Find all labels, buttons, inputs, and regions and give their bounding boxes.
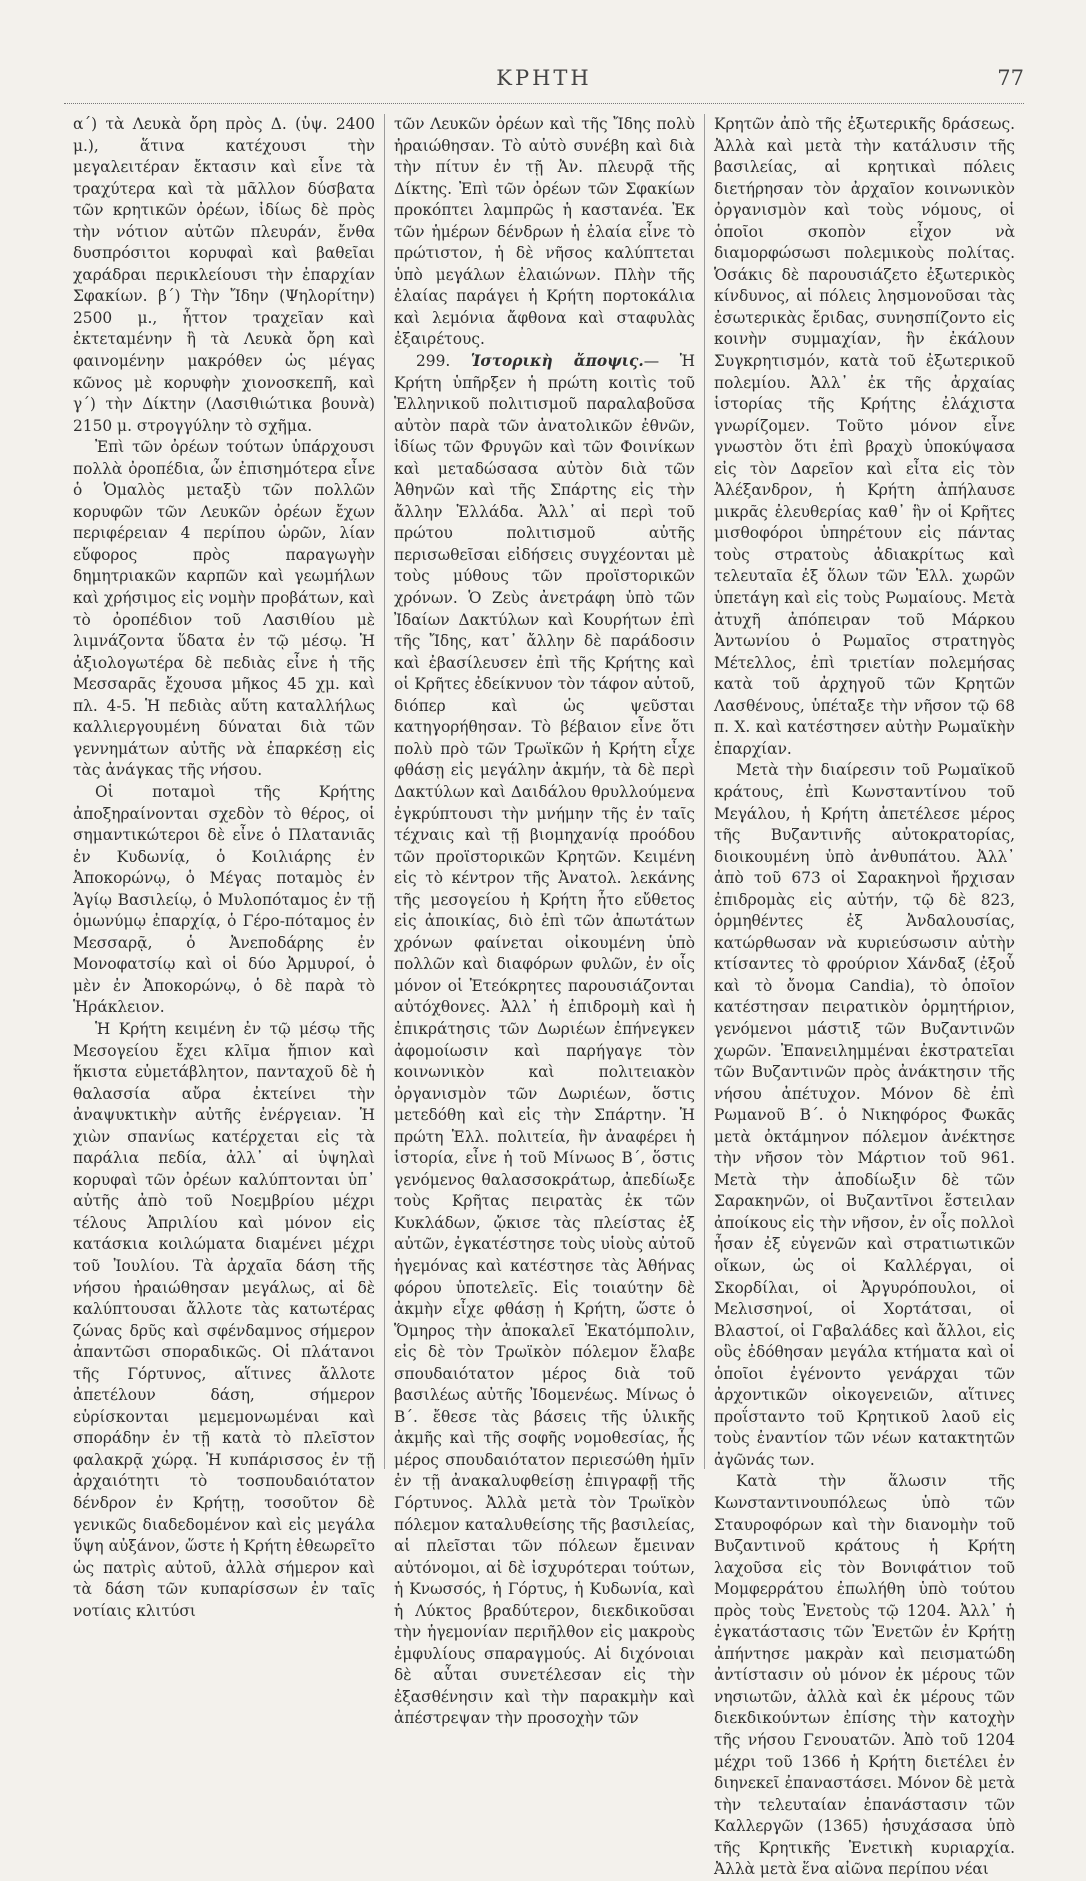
text-columns — [64, 114, 1024, 1879]
paragraph: τῶν Λευκῶν ὀρέων καὶ τῆς Ἴδης πολὺ ἠραιώθησαν. Τὸ αὐτὸ συνέβη καὶ διὰ τὴν πίτυν ἐν τῇ Ἀν. πλευρᾷ τῆς Δίκτης. Ἐπὶ τῶν ὀρέων τῶν Σφακίων προκόπτει λαμπρῶς ἡ καστανέα. Ἐκ τῶν ἡμέρων δένδρων ἡ ἐλαία εἶνε τὸ πρώτιστον, ἡ δὲ νῆσος καλύπτεται ὑπὸ μεγάλων ἐλαιώνων. Πλὴν τῆς ἐλαίας παράγει ἡ Κρήτη πορτοκάλια καὶ λεμόνια ἄφθονα καὶ σταφυλὰς ἐξαιρέτους. — [394, 115, 695, 349]
paragraph: α΄) τὰ Λευκὰ ὄρη πρὸς Δ. (ὑψ. 2400 μ.), ἅτινα κατέχουσι τὴν μεγαλειτέραν ἔκτασιν καὶ εἶνε τὰ τραχύτερα καὶ τὰ μᾶλλον δύσβατα τῶν κρητικῶν ὀρέων, ἰδίως δὲ πρὸς τὴν νότιον αὐτῶν πλευράν, ἔνθα δυσπρόσιτοι κορυφαὶ καὶ βαθεῖαι χαράδραι περικλείουσι τὴν ἐπαρχίαν Σφακίων. β΄) Τὴν Ἴδην (Ψηλορίτην) 2500 μ., ἧττον τραχεῖαν καὶ ἐκτεταμένην ἢ τὰ Λευκὰ ὄρη καὶ φαινομένην μακρόθεν ὡς μέγας κῶνος μὲ κορυφὴν χιονοσκεπῆ, καὶ γ΄) τὴν Δίκτην (Λασιθιώτικα βουνὰ) 2150 μ. στρογγύλην τὸ σχῆμα. — [73, 115, 375, 435]
header-rule — [64, 103, 1024, 104]
paragraph: Κατὰ τὴν ἅλωσιν τῆς Κωνσταντινουπόλεως ὑπὸ τῶν Σταυροφόρων καὶ τὴν διανομὴν τοῦ Βυζαντινοῦ κράτους ἡ Κρήτη λαχοῦσα εἰς τὸν Βονιφάτιον τοῦ Μομφερράτου ἐπωλήθη ὑπὸ τούτου πρὸς τοὺς Ἐνετοὺς τῷ 1204. Ἀλλ᾽ ἡ ἐγκατάστασις τῶν Ἐνετῶν ἐν Κρήτῃ ἀπήντησε μακρὰν καὶ πεισματώδη ἀντίστασιν οὐ μόνον ἐκ μέρους τῶν νησιωτῶν, ἀλλὰ καὶ ἐκ μέρους τῶν διεκδικούντων ἐπίσης τὴν κατοχὴν τῆς νήσου Γενουατῶν. Ἀπὸ τοῦ 1204 μέχρι τοῦ 1366 ἡ Κρήτη διετέλει ἐν διηνεκεῖ ἐπαναστάσει. Μόνον δὲ μετὰ τὴν τελευταίαν ἐπανάστασιν τῶν Καλλεργῶν (1365) ἡσυχάσασα ὑπὸ τῆς Κρητικῆς Ἐνετικὴ κυριαρχία. Ἀλλὰ μετὰ ἕνα αἰῶνα περίπου νέαι — [714, 1472, 1015, 1879]
column-1 — [64, 114, 384, 1620]
column-2 — [384, 114, 704, 1728]
paragraph: Οἱ ποταμοὶ τῆς Κρήτης ἀποξηραίνονται σχεδὸν τὸ θέρος, οἱ σημαντικώτεροι δὲ εἶνε ὁ Πλατανιᾶς ἐν Κυδωνίᾳ, ὁ Κοιλιάρης ἐν Ἀποκορώνῳ, ὁ Μέγας ποταμὸς ἐν Ἁγίῳ Βασιλείῳ, ὁ Μυλοπόταμος ἐν τῇ ὁμωνύμῳ ἐπαρχίᾳ, ὁ Γέρο-πόταμος ἐν Μεσσαρᾷ, ὁ Ἀνεποδάρης ἐν Μονοφατσίῳ καὶ οἱ δύο Ἀρμυροί, ὁ μὲν ἐν Ἀποκορώνῳ, ὁ δὲ παρὰ τὸ Ἡράκλειον. — [73, 782, 375, 1017]
paragraph: Ἡ Κρήτη κειμένη ἐν τῷ μέσῳ τῆς Μεσογείου ἔχει κλῖμα ἤπιον καὶ ἥκιστα εὐμετάβλητον, πανταχοῦ δὲ ἡ θαλασσία αὔρα ἐκτείνει τὴν ἀναψυκτικὴν αὐτῆς ἐνέργειαν. Ἡ χιὼν σπανίως κατέρχεται εἰς τὰ παράλια πεδία, ἀλλ᾽ αἱ ὑψηλαὶ κορυφαὶ τῶν ὀρέων καλύπτονται ὑπ᾽ αὐτῆς ἀπὸ τοῦ Νοεμβρίου μέχρι τέλους Ἀπριλίου καὶ μόνον εἰς κατάσκια κοιλώματα διαμένει μέχρι τοῦ Ἰουλίου. Τὰ ἀρχαῖα δάση τῆς νήσου ἠραιώθησαν μεγάλως, αἱ δὲ καλύπτουσαι ἄλλοτε τὰς κατωτέρας ζώνας δρῦς καὶ σφένδαμνος σήμερον ἀπαντῶσι σποραδικῶς. Οἱ πλάτανοι τῆς Γόρτυνος, αἵτινες ἄλλοτε ἀπετέλουν δάση, σήμερον εὑρίσκονται μεμεμονωμέναι καὶ σποράδην ἐν τῇ κατὰ τὸ πλεῖστον φαλακρᾷ χώρᾳ. Ἡ κυπάρισσος ἐν τῇ ἀρχαιότητι τὸ τοσπουδαιότατον δένδρον ἐν Κρήτῃ, τοσοῦτον δὲ γενικῶς διαδεδομένον καὶ εἰς μεγάλα ὕψη αὐξάνον, ὥστε ἡ Κρήτη ἐθεωρεῖτο ὡς πατρὶς αὐτοῦ, ἀλλὰ σήμερον καὶ τὰ δάση τῶν κυπαρίσσων ἐν ταῖς νοτίαις κλιτύσι — [73, 1019, 375, 1620]
section-text: — Ἡ Κρήτη ὑπῆρξεν ἡ πρώτη κοιτὶς τοῦ Ἑλληνικοῦ πολιτισμοῦ παραλαβοῦσα αὐτὸν παρὰ τῶν ἀνατολικῶν ἐθνῶν, ἰδίως τῶν Φρυγῶν καὶ τῶν Φοινίκων καὶ μεταδώσασα αὐτὸν διὰ τῶν Ἀθηνῶν καὶ τῆς Σπάρτης εἰς τὴν ἄλλην Ἑλλάδα. Ἀλλ᾽ αἱ περὶ τοῦ πρώτου πολιτισμοῦ αὐτῆς περισωθεῖσαι εἰδήσεις συγχέονται μὲ τοὺς μύθους τῶν προϊστορικῶν χρόνων. Ὁ Ζεὺς ἀνετράφη ὑπὸ τῶν Ἰδαίων Δακτύλων καὶ Κουρήτων ἐπὶ τῆς Ἴδης, κατ᾽ ἄλλην δὲ παράδοσιν καὶ ἐβασίλευσεν ἐπὶ τῆς Κρήτης καὶ οἱ Κρῆτες ἐδείκνυον τὸν τάφον αὐτοῦ, διόπερ καὶ ὡς ψεῦσται κατηγορήθησαν. Τὸ βέβαιον εἶνε ὅτι πολὺ πρὸ τῶν Τρωϊκῶν ἡ Κρήτη εἶχε φθάσῃ εἰς μεγάλην ἀκμήν, τὰ δὲ περὶ Δακτύλων καὶ Δαιδάλου θρυλλούμενα ἐγκρύπτουσι τὴν μνήμην τῆς ἐν ταῖς τέχναις καὶ τῇ βιομηχανίᾳ προόδου τῶν προϊστορικῶν Κρητῶν. Κειμένη εἰς τὸ κέντρον τῆς Ἀνατολ. λεκάνης τῆς μεσογείου ἡ Κρήτη ἦτο εὔθετος εἰς ἀποικίας, διὸ ἐπὶ τῶν ἀπωτάτων χρόνων φαίνεται οἰκουμένη ὑπὸ πολλῶν καὶ διαφόρων φυλῶν, ἐν οἷς μόνον οἱ Ἐτεόκρητες παρουσιάζονται αὐτόχθονες. Ἀλλ᾽ ἡ ἐπιδρομὴ καὶ ἡ ἐπικράτησις τῶν Δωριέων ἐπήνεγκεν ἀφομοίωσιν καὶ παρήγαγε τὸν κοινωνικὸν καὶ πολιτειακὸν ὀργανισμὸν τῶν Δωριέων, ὅστις μετεδόθη καὶ εἰς τὴν Σπάρτην. Ἡ πρώτη Ἑλλ. πολιτεία, ἣν ἀναφέρει ἡ ἱστορία, εἶνε ἡ τοῦ Μίνωος Β΄, ὅστις γενόμενος θαλασσοκράτωρ, ἀπεδίωξε τοὺς Κρῆτας πειρατὰς ἐκ τῶν Κυκλάδων, ᾤκισε τὰς πλείστας ἐξ αὐτῶν, ἐγκατέστησε τοὺς υἱοὺς αὐτοῦ ἡγεμόνας καὶ κατέστησε τὰς Ἀθήνας φόρου ὑποτελεῖς. Εἰς τοιαύτην δὲ ἀκμὴν εἶχε φθάσῃ ἡ Κρήτη, ὥστε ὁ Ὅμηρος τὴν ἀποκαλεῖ Ἑκατόμπολιν, εἰς δὲ τὸν Τρωϊκὸν πόλεμον ἔλαβε σπουδαιότατον μέρος διὰ τοῦ βασιλέως αὐτῆς Ἰδομενέως. Μίνως ὁ Β΄. ἔθεσε τὰς βάσεις τῆς ὑλικῆς ἀκμῆς καὶ τῆς σοφῆς νομοθεσίας, ἧς μέρος σπουδαιότατον περιεσώθη ἡμῖν ἐν τῇ ἀνακαλυφθείσῃ ἐπιγραφῇ τῆς Γόρτυνος. Ἀλλὰ μετὰ τὸν Τρωϊκὸν πόλεμον καταλυθείσης τῆς βασιλείας, αἱ πλεῖσται τῶν πόλεων ἔμειναν αὐτόνομοι, αἱ δὲ ἰσχυρότεραι τούτων, ἡ Κνωσσός, ἡ Γόρτυς, ἡ Κυδωνία, καὶ ἡ Λύκτος βραδύτερον, διεκδικοῦσαι τὴν ἡγεμονίαν περιῆλθον εἰς μακροὺς ἐμφυλίους σπαραγμούς. Αἱ διχόνοιαι δὲ αὗται συνετέλεσαν εἰς τὴν ἐξασθένησιν καὶ τὴν παρακμὴν καὶ ἀπέστρεψαν τὴν προσοχὴν τῶν — [394, 352, 695, 1728]
paragraph: Ἐπὶ τῶν ὀρέων τούτων ὑπάρχουσι πολλὰ ὀροπέδια, ὧν ἐπισημότερα εἶνε ὁ Ὁμαλὸς μεταξὺ τῶν πολλῶν κορυφῶν τῶν Λευκῶν ὀρέων ἔχων περιφέρειαν 4 περίπου ὡρῶν, λίαν εὔφορος πρὸς παραγωγὴν δημητριακῶν καρπῶν καὶ γεωμήλων καὶ χρήσιμος εἰς νομὴν προβάτων, καὶ τὸ ὀροπέδιον τοῦ Λασιθίου μὲ λιμνάζοντα ὕδατα ἐν τῷ μέσῳ. Ἡ ἀξιολογωτέρα δὲ πεδιὰς εἶνε ἡ τῆς Μεσσαρᾶς ἔχουσα μῆκος 45 χμ. καὶ πλ. 4-5. Ἡ πεδιὰς αὕτη καταλλήλως καλλιεργουμένη δύναται διὰ τῶν γεννημάτων αὐτῆς νὰ ἐπαρκέσῃ εἰς τὰς ἀνάγκας τῆς νήσου. — [73, 438, 375, 780]
paragraph: Κρητῶν ἀπὸ τῆς ἐξωτερικῆς δράσεως. Ἀλλὰ καὶ μετὰ τὴν κατάλυσιν τῆς βασιλείας, αἱ κρητικαὶ πόλεις διετήρησαν τὸν ἀρχαῖον κοινωνικὸν ὀργανισμὸν καὶ τοὺς νόμους, οἱ ὁποῖοι σκοπὸν εἶχον νὰ διαμορφώσωσι πολεμικοὺς πολίτας. Ὁσάκις δὲ παρουσιάζετο ἐξωτερικὸς κίνδυνος, αἱ πόλεις λησμονοῦσαι τὰς ἐσωτερικὰς ἔριδας, συνησπίζοντο εἰς κοινὴν συμμαχίαν, ἣν ἐκάλουν Συγκρητισμόν, κατὰ τοῦ ἐξωτερικοῦ πολεμίου. Ἀλλ᾽ ἐκ τῆς ἀρχαίας ἱστορίας τῆς Κρήτης ἐλάχιστα γνωρίζομεν. Τοῦτο μόνον εἶνε γνωστὸν ὅτι ἐπὶ βραχὺ ὑποκύψασα εἰς τὸν Δαρεῖον καὶ εἶτα εἰς τὸν Ἀλέξανδρον, ἡ Κρήτη ἀπήλαυσε μικρᾶς ἐλευθερίας καθ᾽ ἣν οἱ Κρῆτες μισθοφόροι ὑπηρέτουν εἰς πάντας τοὺς στρατοὺς ἀδιακρίτως καὶ τελευταῖα ἐξ ὅλων τῶν Ἑλλ. χωρῶν ὑπετάγη καὶ εἰς τοὺς Ρωμαίους. Μετὰ ἀτυχῆ ἀπόπειραν τοῦ Μάρκου Ἀντωνίου ὁ Ρωμαῖος στρατηγὸς Μέτελλος, ἐπὶ τριετίαν πολεμήσας κατὰ τοῦ ἀρχηγοῦ τῶν Κρητῶν Λασθένους, ὑπέταξε τὴν νῆσον τῷ 68 π. Χ. καὶ κατέστησεν αὐτὴν Ρωμαϊκὴν ἐπαρχίαν. — [714, 115, 1015, 758]
section-number: 299. — [416, 352, 451, 371]
section-heading: Ἱστορικὴ ἄποψις. — [470, 352, 644, 371]
page-number: 77 — [997, 66, 1024, 90]
running-head — [64, 60, 1024, 100]
running-title: ΚΡΗΤΗ — [496, 66, 592, 90]
column-3 — [704, 114, 1024, 1879]
paragraph: Μετὰ τὴν διαίρεσιν τοῦ Ρωμαϊκοῦ κράτους, ἐπὶ Κωνσταντίνου τοῦ Μεγάλου, ἡ Κρήτη ἀπετέλεσε μέρος τῆς Βυζαντινῆς αὐτοκρατορίας, διοικουμένη ὑπὸ ἀνθυπάτου. Ἀλλ᾽ ἀπὸ τοῦ 673 οἱ Σαρακηνοὶ ἤρχισαν ἐπιδρομὰς εἰς αὐτήν, τῷ δὲ 823, ὁρμηθέντες ἐξ Ἀνδαλουσίας, κατώρθωσαν νὰ κυριεύσωσιν αὐτὴν κτίσαντες τὸ φρούριον Χάνδαξ (ἐξοὗ καὶ τὸ ὄνομα Candia), τὸ ὁποῖον κατέστησαν πειρατικὸν ὁρμητήριον, γενόμενοι μάστιξ τῶν Βυζαντινῶν χωρῶν. Ἐπανειλημμέναι ἐκστρατεῖαι τῶν Βυζαντινῶν πρὸς ἀνάκτησιν τῆς νήσου ἀπέτυχον. Μόνον δὲ ἐπὶ Ρωμανοῦ Β΄. ὁ Νικηφόρος Φωκᾶς μετὰ ὀκτάμηνον πόλεμον ἀνέκτησε τὴν νῆσον τὸν Μάρτιον τοῦ 961. Μετὰ τὴν ἀποδίωξιν δὲ τῶν Σαρακηνῶν, οἱ Βυζαντῖνοι ἔστειλαν ἀποίκους εἰς τὴν νῆσον, ἐν οἷς πολλοὶ ἦσαν ἐξ εὐγενῶν καὶ στρατιωτικῶν οἴκων, ὡς οἱ Καλλέργαι, οἱ Σκορδίλαι, οἱ Ἀργυρόπουλοι, οἱ Μελισσηνοί, οἱ Χορτάτσαι, οἱ Βλαστοί, οἱ Γαβαλάδες καὶ ἄλλοι, εἰς οὓς ἐδόθησαν μεγάλα κτήματα καὶ οἱ ὁποῖοι ἐγένοντο γενάρχαι τῶν ἀρχοντικῶν οἰκογενειῶν, αἵτινες προΐσταντο τοῦ Κρητικοῦ λαοῦ εἰς τοὺς ἐναντίον τῶν νέων κατακτητῶν ἀγῶνάς των. — [714, 761, 1015, 1469]
section-paragraph — [394, 351, 695, 1730]
